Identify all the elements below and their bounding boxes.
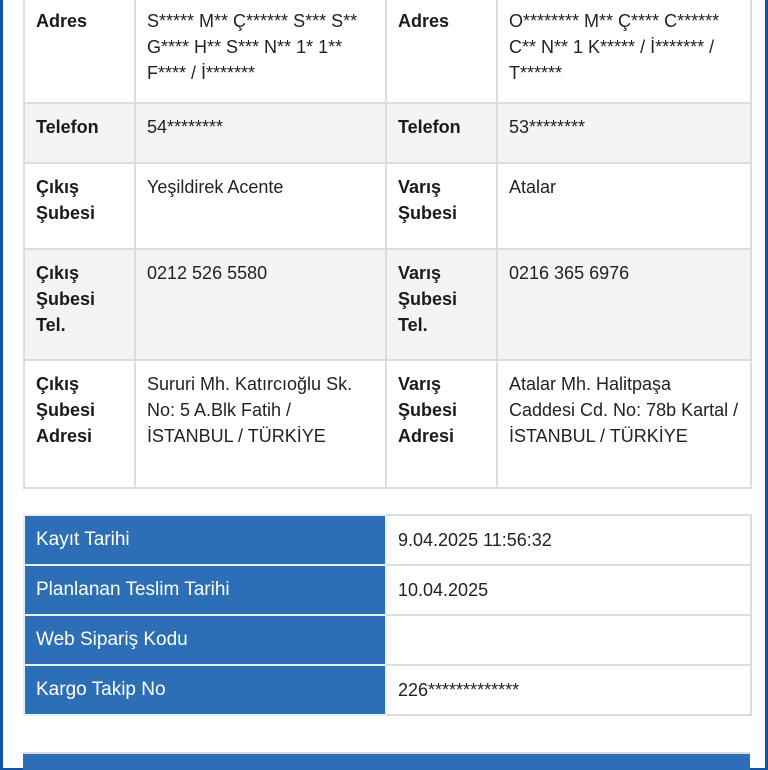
origin-branch-phone-value: 0212 526 5580 xyxy=(135,249,386,360)
registration-date-value: 9.04.2025 11:56:32 xyxy=(386,515,751,565)
receiver-address-label: Adres xyxy=(386,0,497,103)
table-row xyxy=(24,565,751,615)
origin-branch-label: Çıkış Şubesi xyxy=(24,163,135,249)
destination-branch-value: Atalar xyxy=(497,163,751,249)
origin-branch-value: Yeşildirek Acente xyxy=(135,163,386,249)
table-row xyxy=(24,615,751,665)
receiver-phone-label: Telefon xyxy=(386,103,497,163)
tracking-number-value: 226************* xyxy=(386,665,751,715)
origin-branch-address-value: Sururi Mh. Katırcıoğlu Sk. No: 5 A.Blk Fatih / İSTANBUL / TÜRKİYE xyxy=(135,360,386,488)
planned-delivery-date-value: 10.04.2025 xyxy=(386,565,751,615)
destination-branch-address-label: Varış Şubesi Adresi xyxy=(386,360,497,488)
tracking-number-label: Kargo Takip No xyxy=(24,665,386,715)
destination-branch-phone-value: 0216 365 6976 xyxy=(497,249,751,360)
destination-branch-address-value: Atalar Mh. Halitpaşa Caddesi Cd. No: 78b Kartal / İSTANBUL / TÜRKİYE xyxy=(497,360,751,488)
table-row xyxy=(24,0,751,103)
origin-branch-address-label: Çıkış Şubesi Adresi xyxy=(24,360,135,488)
next-section-header xyxy=(23,752,750,770)
web-order-code-label: Web Sipariş Kodu xyxy=(24,615,386,665)
sender-receiver-table xyxy=(23,0,752,489)
sender-address-value: S***** M** Ç****** S*** S** G**** H** S*** N** 1* 1** F**** / İ******* xyxy=(135,0,386,103)
sender-address-label: Adres xyxy=(24,0,135,103)
table-row xyxy=(24,249,751,360)
shipment-meta-table xyxy=(23,514,752,716)
table-row xyxy=(24,515,751,565)
receiver-address-value: O******** M** Ç**** C****** C** N** 1 K***** / İ******* / T****** xyxy=(497,0,751,103)
web-order-code-value xyxy=(386,615,751,665)
table-row xyxy=(24,163,751,249)
table-row xyxy=(24,103,751,163)
table-row xyxy=(24,360,751,488)
registration-date-label: Kayıt Tarihi xyxy=(24,515,386,565)
planned-delivery-date-label: Planlanan Teslim Tarihi xyxy=(24,565,386,615)
sender-phone-value: 54******** xyxy=(135,103,386,163)
table-row xyxy=(24,665,751,715)
origin-branch-phone-label: Çıkış Şubesi Tel. xyxy=(24,249,135,360)
destination-branch-label: Varış Şubesi xyxy=(386,163,497,249)
sender-phone-label: Telefon xyxy=(24,103,135,163)
destination-branch-phone-label: Varış Şubesi Tel. xyxy=(386,249,497,360)
receiver-phone-value: 53******** xyxy=(497,103,751,163)
